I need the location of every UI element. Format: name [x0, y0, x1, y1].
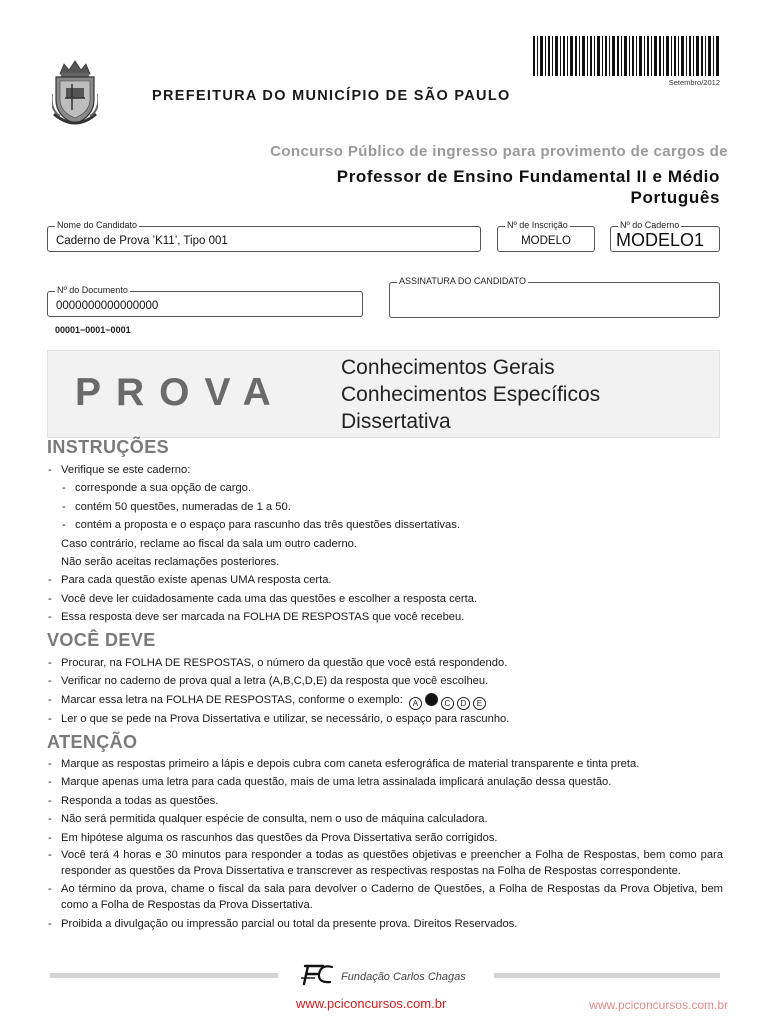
prova-title: PROVA — [75, 371, 286, 414]
subject-item: Dissertativa — [341, 410, 451, 433]
document-code: 00001−0001−0001 — [55, 325, 131, 335]
list-item: - Você terá 4 horas e 30 minutos para responder a todas as questões objetivas e preencher a Folha de Respostas, bem como para responder as questões da Prova Dissertativa e transcrever as respectivas respostas na Folha de Respostas correspondente. — [47, 847, 723, 881]
inscricao-value: MODELO — [521, 235, 571, 247]
list-item: - Verifique se este caderno: — [47, 461, 723, 479]
city-coat-of-arms-emblem — [52, 54, 98, 130]
list-subitem: - contém 50 questões, numeradas de 1 a 50. — [47, 498, 723, 516]
caderno-field[interactable] — [610, 220, 720, 252]
voce-deve-heading: VOCÊ DEVE — [47, 630, 156, 650]
list-item: - Ao término da prova, chame o fiscal da sala para devolver o Caderno de Questões, a Folha de Respostas da Prova Objetiva, bem como a Folha de Respostas da Prova Dissertativa. — [47, 881, 723, 915]
date-label: Setembro/2012 — [668, 78, 720, 87]
list-item: - Para cada questão existe apenas UMA resposta certa. — [47, 571, 723, 589]
list-item: - Não será permitida qualquer espécie de consulta, nem o uso de máquina calculadora. — [47, 810, 723, 828]
instrucoes-list — [47, 461, 723, 627]
footer-rule-left — [50, 973, 278, 978]
list-subitem: - contém a proposta e o espaço para rascunho das três questões dissertativas. — [47, 516, 723, 534]
atencao-heading: ATENÇÃO — [47, 732, 138, 752]
answer-bubble-e: E — [473, 697, 486, 710]
list-item: - Ler o que se pede na Prova Dissertativa e utilizar, se necessário, o espaço para rascunho. — [47, 710, 723, 728]
list-item: - Essa resposta deve ser marcada na FOLHA DE RESPOSTAS que você recebeu. — [47, 608, 723, 626]
inscricao-field[interactable] — [497, 220, 595, 252]
list-item: - Responda a todas as questões. — [47, 792, 723, 810]
exam-title-line1: Professor de Ensino Fundamental II e Médio — [336, 167, 720, 186]
list-item-text: Marcar essa letra na FOLHA DE RESPOSTAS, conforme o exemplo: — [61, 693, 403, 706]
subject-item: Conhecimentos Específicos — [341, 383, 601, 406]
list-item: - Marque as respostas primeiro a lápis e depois cubra com caneta esferográfica de material transparente e tinta preta. — [47, 755, 723, 773]
subjects-list — [341, 354, 600, 435]
answer-bubble-b-filled — [425, 693, 438, 706]
atencao-list — [47, 755, 723, 934]
documento-value: 0000000000000000 — [56, 300, 159, 312]
list-continuation: Não serão aceitas reclamações posteriores. — [61, 556, 280, 569]
documento-field[interactable] — [47, 285, 363, 317]
candidate-name-value: Caderno de Prova ’K11’, Tipo 001 — [56, 235, 228, 247]
signature-label: ASSINATURA DO CANDIDATO — [399, 276, 527, 286]
source-url-watermark: www.pciconcursos.com.br — [589, 998, 728, 1012]
agency-name: PREFEITURA DO MUNICÍPIO DE SÃO PAULO — [152, 88, 511, 104]
list-item: - Em hipótese alguma os rascunhos das questões da Prova Dissertativa serão corrigidos. — [47, 829, 723, 847]
answer-bubble-a: A — [409, 697, 422, 710]
instrucoes-heading: INSTRUÇÕES — [47, 437, 170, 457]
documento-label: Nº do Documento — [57, 285, 128, 295]
list-item: - Procurar, na FOLHA DE RESPOSTAS, o número da questão que você está respondendo. — [47, 654, 723, 672]
source-url-link[interactable]: www.pciconcursos.com.br — [296, 996, 447, 1011]
list-subitem: - corresponde a sua opção de cargo. — [47, 479, 723, 497]
list-item: - Verificar no caderno de prova qual a letra (A,B,C,D,E) da resposta que você escolheu. — [47, 672, 723, 690]
exam-title — [337, 166, 720, 208]
answer-bubble-c: C — [441, 697, 454, 710]
inscricao-label: Nº de Inscrição — [507, 220, 568, 230]
list-item: - Marque apenas uma letra para cada questão, mais de uma letra assinalada implicará anulação dessa questão. — [47, 773, 723, 791]
caderno-value: MODELO1 — [616, 230, 705, 250]
exam-intro: Concurso Público de ingresso para provimento de cargos de — [270, 143, 728, 160]
signature-field[interactable] — [389, 276, 720, 318]
list-item: - Proibida a divulgação ou impressão parcial ou total da presente prova. Direitos Reservados. — [47, 915, 723, 933]
organizer-name: Fundação Carlos Chagas — [341, 971, 466, 983]
barcode-image — [533, 36, 719, 76]
list-continuation: Caso contrário, reclame ao fiscal da sala um outro caderno. — [61, 537, 357, 550]
list-item — [47, 691, 723, 710]
voce-deve-list — [47, 654, 723, 728]
answer-bubble-d: D — [457, 697, 470, 710]
caderno-label: Nº do Caderno — [620, 220, 680, 230]
candidate-name-label: Nome do Candidato — [57, 220, 138, 230]
footer-rule-right — [494, 973, 720, 978]
fcc-logo-icon — [299, 962, 335, 986]
list-item: - Você deve ler cuidadosamente cada uma das questões e escolher a resposta certa. — [47, 590, 723, 608]
subject-item: Conhecimentos Gerais — [341, 356, 555, 379]
exam-title-line2: Português — [630, 188, 720, 207]
candidate-name-field[interactable] — [47, 220, 481, 252]
